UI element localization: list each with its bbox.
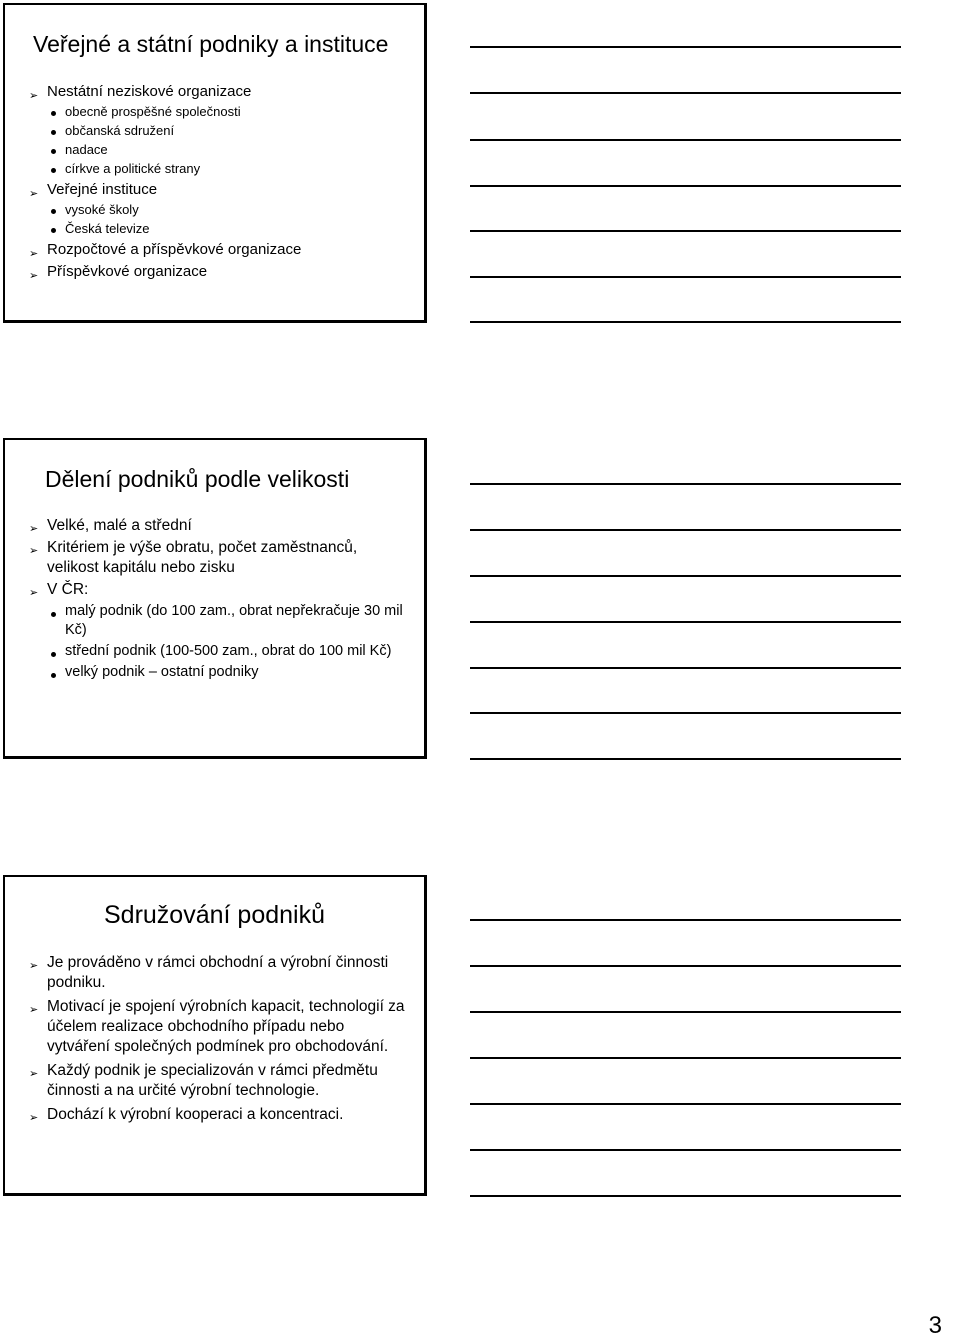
arrow-bullet-icon: ➢ [29, 187, 39, 200]
sub-bullet-item [29, 140, 419, 159]
bullet-item [29, 81, 419, 102]
bullet-text: Motivací je spojení výrobních kapacit, technologií za účelem realizace obchodního případu nebo vytváření společných podmínek pro obchodování. [47, 998, 405, 1055]
dot-bullet-icon [51, 612, 56, 617]
slide-title: Dělení podniků podle velikosti [45, 466, 350, 492]
dot-bullet-icon [51, 149, 56, 154]
arrow-bullet-icon: ➢ [29, 269, 39, 282]
bullet-text: Rozpočtové a příspěvkové organizace [47, 241, 302, 258]
note-line [470, 185, 901, 187]
dot-bullet-icon [51, 652, 56, 657]
bullet-text: Kritériem je výše obratu, počet zaměstnanců, velikost kapitálu nebo zisku [47, 539, 358, 576]
note-line [470, 758, 901, 760]
bullet-text: Dochází k výrobní kooperaci a koncentraci. [47, 1106, 344, 1123]
arrow-bullet-icon: ➢ [29, 544, 39, 557]
bullet-item [29, 538, 409, 578]
arrow-bullet-icon: ➢ [29, 1067, 39, 1080]
note-line [470, 529, 901, 531]
bullet-list [29, 80, 419, 282]
dot-bullet-icon [51, 209, 56, 214]
sub-bullet-item [29, 219, 419, 238]
bullet-item [29, 1061, 409, 1101]
sub-bullet-text: občanská sdružení [65, 123, 175, 138]
note-line [470, 46, 901, 48]
bullet-item [29, 239, 419, 260]
bullet-item [29, 953, 409, 993]
sub-bullet-item [29, 642, 409, 661]
bullet-text: Každý podnik je specializován v rámci předmětu činnosti a na určité výrobní technologie. [47, 1062, 378, 1099]
dot-bullet-icon [51, 228, 56, 233]
bullet-item [29, 261, 419, 282]
dot-bullet-icon [51, 673, 56, 678]
bullet-text: Příspěvkové organizace [47, 263, 208, 280]
sub-bullet-item [29, 200, 419, 219]
note-line [470, 575, 901, 577]
sub-bullet-text: církve a politické strany [65, 161, 201, 176]
note-line [470, 483, 901, 485]
slide-title: Veřejné a státní podniky a instituce [33, 31, 389, 57]
dot-bullet-icon [51, 111, 56, 116]
note-line [470, 230, 901, 232]
page-number: 3 [928, 1312, 942, 1339]
bullet-item [29, 179, 419, 200]
sub-bullet-item [29, 121, 419, 140]
note-line [470, 92, 901, 94]
sub-bullet-item [29, 663, 409, 682]
slide-title: Sdružování podniků [104, 901, 325, 929]
note-line [470, 139, 901, 141]
sub-bullet-text: obecně prospěšné společnosti [65, 104, 241, 119]
note-line [470, 276, 901, 278]
dot-bullet-icon [51, 168, 56, 173]
bullet-list [29, 953, 409, 1129]
bullet-text: V ČR: [47, 581, 89, 598]
bullet-text: Nestátní neziskové organizace [47, 83, 252, 100]
arrow-bullet-icon: ➢ [29, 1003, 39, 1016]
sub-bullet-text: vysoké školy [65, 202, 139, 217]
sub-bullet-text: nadace [65, 142, 108, 157]
bullet-text: Je prováděno v rámci obchodní a výrobní činnosti podniku. [47, 954, 389, 991]
sub-bullet-text: Česká televize [65, 221, 150, 236]
bullet-text: Veřejné instituce [47, 181, 158, 198]
note-line [470, 1195, 901, 1197]
slide-2 [3, 438, 427, 759]
note-line [470, 712, 901, 714]
sub-bullet-item [29, 602, 409, 640]
bullet-item [29, 1105, 409, 1125]
arrow-bullet-icon: ➢ [29, 89, 39, 102]
note-line [470, 321, 901, 323]
dot-bullet-icon [51, 130, 56, 135]
sub-bullet-text: velký podnik – ostatní podniky [65, 664, 259, 680]
note-line [470, 1103, 901, 1105]
bullet-item [29, 997, 409, 1057]
bullet-text: Velké, malé a střední [47, 517, 192, 534]
arrow-bullet-icon: ➢ [29, 1111, 39, 1124]
note-line [470, 1057, 901, 1059]
note-line [470, 667, 901, 669]
note-line [470, 1011, 901, 1013]
note-line [470, 1149, 901, 1151]
slide-1 [3, 3, 427, 323]
slide-3 [3, 875, 427, 1196]
arrow-bullet-icon: ➢ [29, 522, 39, 535]
arrow-bullet-icon: ➢ [29, 959, 39, 972]
note-line [470, 919, 901, 921]
arrow-bullet-icon: ➢ [29, 247, 39, 260]
note-line [470, 621, 901, 623]
arrow-bullet-icon: ➢ [29, 586, 39, 599]
bullet-item [29, 580, 409, 600]
bullet-list [29, 516, 409, 682]
bullet-item [29, 516, 409, 536]
sub-bullet-item [29, 102, 419, 121]
note-line [470, 965, 901, 967]
sub-bullet-text: střední podnik (100-500 zam., obrat do 100 mil Kč) [65, 643, 392, 659]
sub-bullet-item [29, 159, 419, 178]
sub-bullet-text: malý podnik (do 100 zam., obrat nepřekračuje 30 mil Kč) [65, 603, 403, 638]
